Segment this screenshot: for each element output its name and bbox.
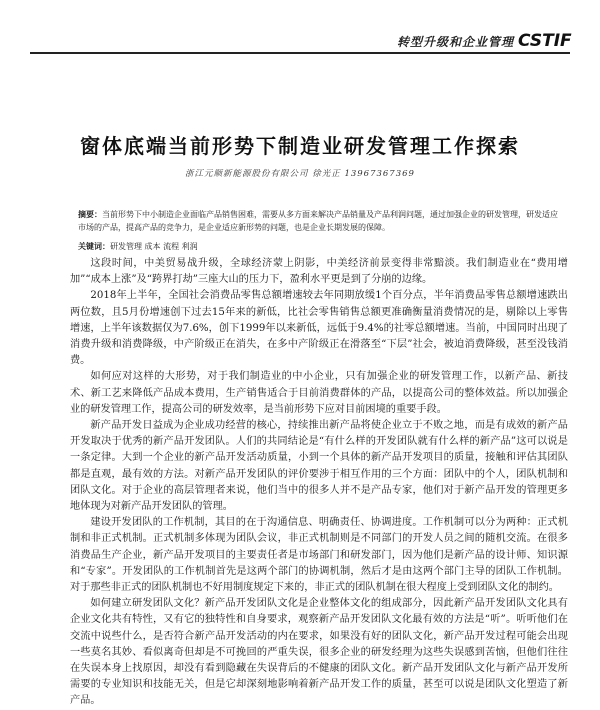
- abstract: [78, 208, 564, 234]
- section-title: 转型升级和企业管理: [396, 35, 514, 49]
- article-author: 浙江元顺新能源股份有限公司 徐光正 13967367369: [185, 169, 415, 179]
- header-rule: [30, 52, 570, 54]
- body-paragraph: 2018年上半年，全国社会消费品零售总额增速较去年同期放缓1个百分点，半年消费品零售总额增速跌出两位数，且5月份增速创下过去15年来的新低，比社会零售销售总额更准确衡量消费情况的是，剔除以上零售增速，上半年该数据仅为7.6%，创下1999年以来新低，远低于9.4%的社零总额增速。当前，中国同时出现了消费升级和消费降级，中产阶级正在消失，在多中产阶级正在滑落至“下层”社会，被迫消费降级，甚至没钱消费。: [70, 290, 568, 367]
- abstract-label: 摘要：: [78, 209, 102, 219]
- keywords: [78, 240, 564, 253]
- journal-logo: CSTIF: [518, 31, 572, 51]
- keywords-text: 研发管理 成本 流程 利润: [110, 242, 198, 251]
- abstract-text: 当前形势下中小制造企业面临产品销售困难，需要从多方面来解决产品销量及产品利润问题，通过加强企业的研发管理，研发适应市场的产品，提高产品的竞争力，是企业适应新形势的问题，也是企业长期发展的保障。: [78, 210, 558, 232]
- article-body: [70, 256, 568, 710]
- article-title: 窗体底端当前形势下制造业研发管理工作探索: [80, 134, 520, 158]
- body-paragraph: 新产品开发日益成为企业成功经营的核心，持续推出新产品将使企业立于不败之地，而是有成效的新产品开发取决于优秀的新产品开发团队。人们的共同结论是“有什么样的开发团队就有什么样的新产品”这可以说是一条定律。大到一个企业的新产品开发活动质量，小到一个具体的新产品开发项目的质量，接触和评估其团队都是直观，最有效的方法。对新产品开发团队的评价要涉于相互作用的三个方面：团队中的个人，团队机制和团队文化。对于企业的高层管理者来说，他们当中的很多人并不是产品专家，他们对于新产品开发的管理更多地体现为对新产品开发团队的管理。: [70, 420, 568, 513]
- body-paragraph: 建设开发团队的工作机制，其目的在于沟通信息、明确责任、协调进度。工作机制可以分为两种：正式机制和非正式机制。正式机制多体现为团队会议，非正式机制则是不同部门的开发人员之间的随机交流。在很多消费品生产企业，新产品开发项目的主要责任者是市场部门和研发部门，因为他们是新产品的设计师、知识源和“专家”。开发团队的工作机制首先是这两个部门的协调机制，然后才是由这两个部门主导的团队工作机制。对于那些非正式的团队机制也不好用制度规定下来的，非正式的团队机制在很大程度上受到团队文化的制约。: [70, 517, 568, 594]
- body-paragraph: 这段时间，中美贸易战升级，全球经济蒙上阴影，中美经济前景变得非常黯淡。我们制造业在“费用增加”“成本上涨”及“跨界打劫”三座大山的压力下，盈利水平更是到了分崩的边缘。: [70, 258, 568, 286]
- page-header: [0, 0, 600, 62]
- keywords-label: 关键词：: [78, 241, 110, 251]
- body-paragraph: 如何建立研发团队文化？新产品开发团队文化是企业整体文化的组成部分，因此新产品开发团队文化具有企业文化共有特性，又有它的独特性和自身要求，观察新产品开发团队文化最有效的方法是“听”。听听他们在交流中说些什么，是否符合新产品开发活动的内在要求，如果没有好的团队文化，新产品开发过程可能会出现一些莫名其妙、看似离奇但却是不可挽回的严重失误，很多企业的研发经理为这些失误感到苦恼，但他们往往在失误本身上找原因，却没有看到隐藏在失误背后的不健康的团队文化。新产品开发团队文化与新产品开发所需要的专业知识和技能无关，但是它却深刻地影响着新产品开发工作的质量，甚至可以说是团队文化塑造了新产品。: [70, 598, 568, 707]
- body-paragraph: 如何应对这样的大形势，对于我们制造业的中小企业，只有加强企业的研发管理工作，以新产品、新技术、新工艺来降低产品成本费用，生产销售适合于目前消费群体的产品，以提高公司的整体效益。所以加强企业的研发管理工作，提高公司的研发效率，是当前形势下应对目前困境的重要手段。: [70, 371, 568, 415]
